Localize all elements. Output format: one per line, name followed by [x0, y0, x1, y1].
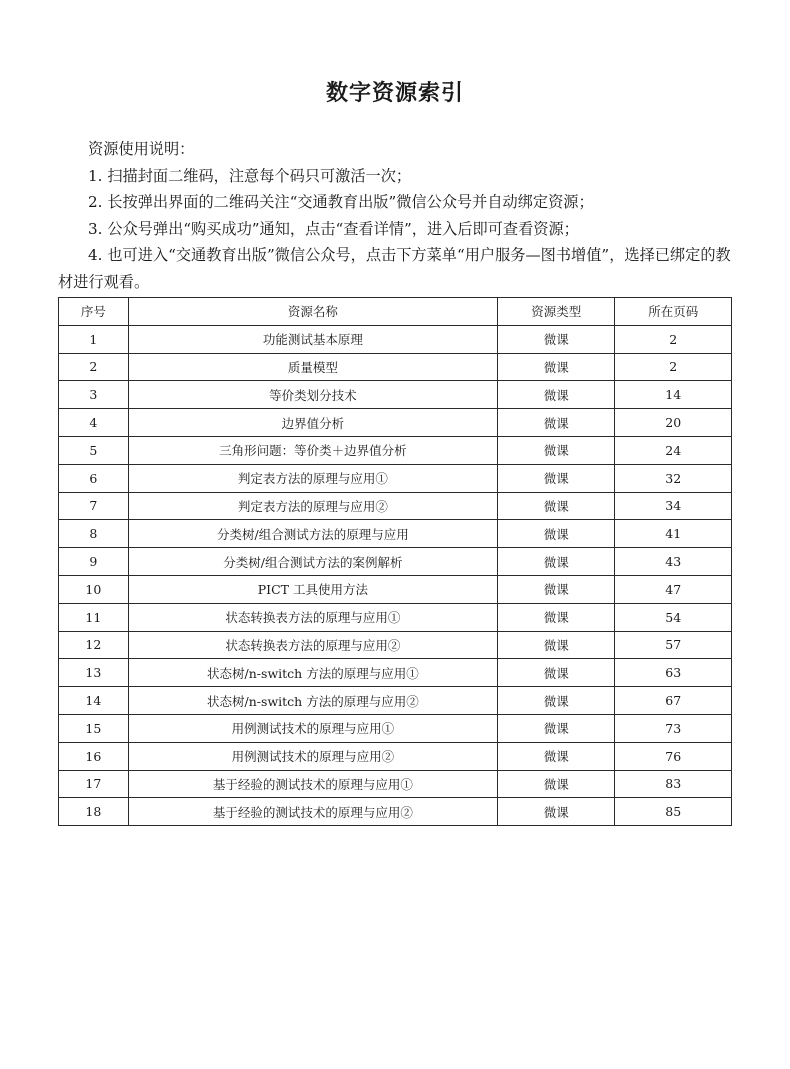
- page-number: 73: [615, 714, 732, 742]
- table-body: [59, 325, 732, 825]
- table-row: [59, 742, 732, 770]
- column-header-name: 资源名称: [128, 298, 497, 326]
- resource-name: 分类树/组合测试方法的原理与应用: [128, 520, 497, 548]
- page-number: 43: [615, 548, 732, 576]
- page-number: 85: [615, 798, 732, 826]
- page-number: 24: [615, 436, 732, 464]
- resource-name: 判定表方法的原理与应用①: [128, 464, 497, 492]
- row-index: 12: [59, 631, 129, 659]
- resource-type: 微课: [498, 381, 615, 409]
- resource-type: 微课: [498, 575, 615, 603]
- page-number: 41: [615, 520, 732, 548]
- resource-type: 微课: [498, 520, 615, 548]
- row-index: 4: [59, 409, 129, 437]
- resource-name: 等价类划分技术: [128, 381, 497, 409]
- page-title: 数字资源索引: [325, 81, 464, 106]
- resource-index-table: [58, 297, 732, 826]
- table-row: [59, 631, 732, 659]
- resource-type: 微课: [498, 714, 615, 742]
- page-number: 57: [615, 631, 732, 659]
- row-index: 6: [59, 464, 129, 492]
- table-row: [59, 687, 732, 715]
- resource-type: 微课: [498, 436, 615, 464]
- row-index: 17: [59, 770, 129, 798]
- page-number: 32: [615, 464, 732, 492]
- row-index: 11: [59, 603, 129, 631]
- column-header-index: 序号: [59, 298, 129, 326]
- page-number: 2: [615, 325, 732, 353]
- resource-name: 边界值分析: [128, 409, 497, 437]
- resource-name: 状态转换表方法的原理与应用②: [128, 631, 497, 659]
- instruction-item: 3. 公众号弹出“购买成功”通知，点击“查看详情”，进入后即可查看资源；: [88, 219, 579, 238]
- resource-type: 微课: [498, 631, 615, 659]
- column-header-type: 资源类型: [498, 298, 615, 326]
- resource-name: PICT 工具使用方法: [128, 575, 497, 603]
- resource-type: 微课: [498, 548, 615, 576]
- page-number: 47: [615, 575, 732, 603]
- resource-name: 功能测试基本原理: [128, 325, 497, 353]
- usage-instructions: [58, 136, 734, 295]
- resource-type: 微课: [498, 353, 615, 381]
- resource-name: 三角形问题：等价类＋边界值分析: [128, 436, 497, 464]
- row-index: 13: [59, 659, 129, 687]
- page-number: 2: [615, 353, 732, 381]
- page-number: 54: [615, 603, 732, 631]
- row-index: 14: [59, 687, 129, 715]
- resource-type: 微课: [498, 325, 615, 353]
- resource-name: 用例测试技术的原理与应用②: [128, 742, 497, 770]
- row-index: 5: [59, 436, 129, 464]
- resource-name: 状态树/n-switch 方法的原理与应用①: [128, 659, 497, 687]
- row-index: 16: [59, 742, 129, 770]
- row-index: 1: [59, 325, 129, 353]
- resource-name: 状态树/n-switch 方法的原理与应用②: [128, 687, 497, 715]
- resource-type: 微课: [498, 659, 615, 687]
- row-index: 8: [59, 520, 129, 548]
- resource-type: 微课: [498, 603, 615, 631]
- table-row: [59, 353, 732, 381]
- instruction-item: 2. 长按弹出界面的二维码关注“交通教育出版”微信公众号并自动绑定资源；: [88, 193, 594, 211]
- page-number: 67: [615, 687, 732, 715]
- instruction-item: 1. 扫描封面二维码，注意每个码只可激活一次；: [88, 166, 412, 185]
- instruction-item: 4. 也可进入“交通教育出版”微信公众号，点击下方菜单“用户服务—图书增值”，选择已绑定的教材进行观看。: [58, 246, 731, 291]
- resource-type: 微课: [498, 464, 615, 492]
- resource-type: 微课: [498, 798, 615, 826]
- row-index: 15: [59, 714, 129, 742]
- table-row: [59, 575, 732, 603]
- resource-name: 基于经验的测试技术的原理与应用①: [128, 770, 497, 798]
- page-number: 76: [615, 742, 732, 770]
- table-row: [59, 659, 732, 687]
- row-index: 10: [59, 575, 129, 603]
- resource-name: 分类树/组合测试方法的案例解析: [128, 548, 497, 576]
- instructions-heading: 资源使用说明：: [88, 140, 195, 158]
- table-row: [59, 520, 732, 548]
- table-row: [59, 548, 732, 576]
- table-row: [59, 714, 732, 742]
- table-header-row: [59, 298, 732, 326]
- resource-name: 判定表方法的原理与应用②: [128, 492, 497, 520]
- table-row: [59, 381, 732, 409]
- resource-type: 微课: [498, 742, 615, 770]
- table-row: [59, 770, 732, 798]
- table-row: [59, 409, 732, 437]
- table-row: [59, 325, 732, 353]
- resource-type: 微课: [498, 409, 615, 437]
- page-number: 34: [615, 492, 732, 520]
- page-number: 83: [615, 770, 732, 798]
- resource-name: 用例测试技术的原理与应用①: [128, 714, 497, 742]
- table-row: [59, 603, 732, 631]
- table-row: [59, 492, 732, 520]
- column-header-page: 所在页码: [615, 298, 732, 326]
- page-number: 20: [615, 409, 732, 437]
- row-index: 18: [59, 798, 129, 826]
- table-row: [59, 464, 732, 492]
- table-row: [59, 798, 732, 826]
- resource-name: 状态转换表方法的原理与应用①: [128, 603, 497, 631]
- resource-type: 微课: [498, 770, 615, 798]
- row-index: 3: [59, 381, 129, 409]
- row-index: 9: [59, 548, 129, 576]
- row-index: 2: [59, 353, 129, 381]
- resource-name: 质量模型: [128, 353, 497, 381]
- row-index: 7: [59, 492, 129, 520]
- resource-name: 基于经验的测试技术的原理与应用②: [128, 798, 497, 826]
- resource-type: 微课: [498, 687, 615, 715]
- table-row: [59, 436, 732, 464]
- page-number: 63: [615, 659, 732, 687]
- page-number: 14: [615, 381, 732, 409]
- resource-type: 微课: [498, 492, 615, 520]
